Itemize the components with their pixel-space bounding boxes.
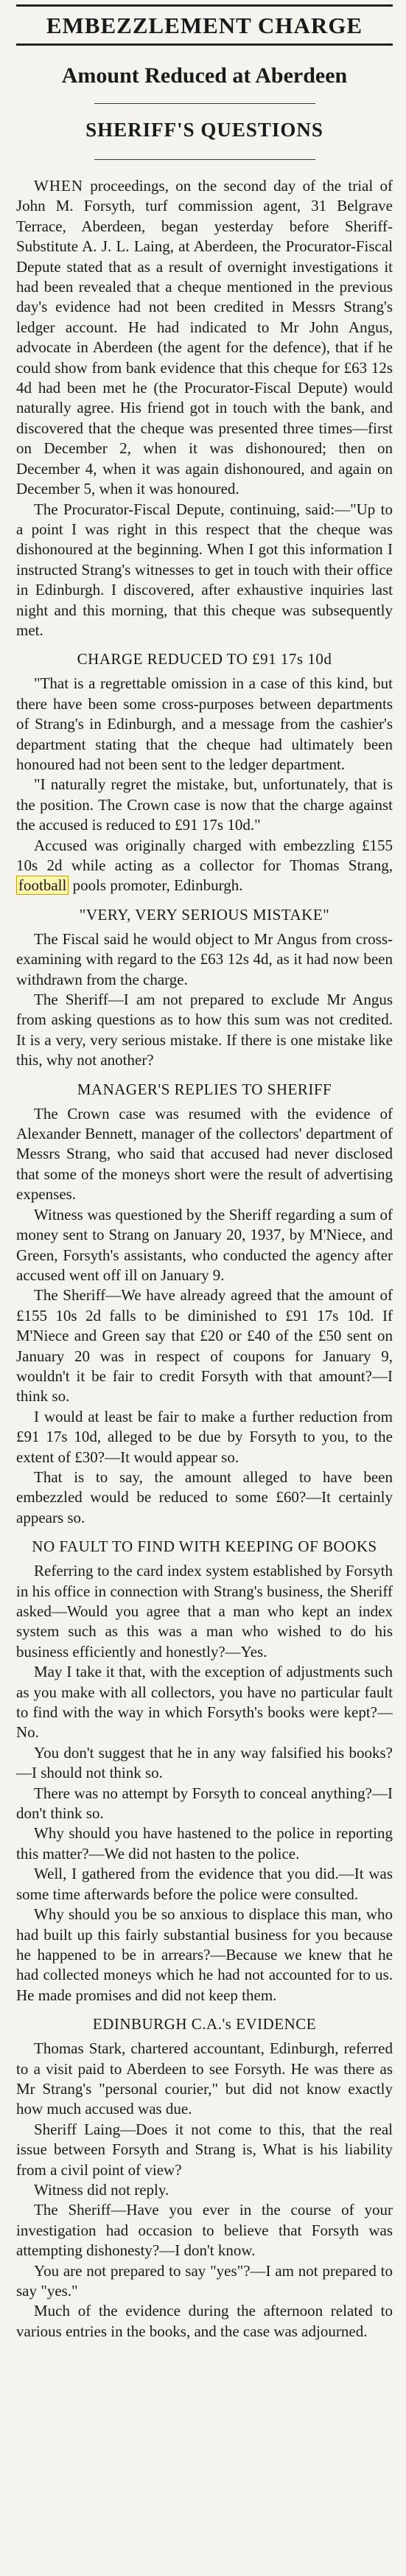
- paragraph: The Fiscal said he would object to Mr Angus from cross-examining with regard to the £63 12s 4d, as it had now been withdrawn from the charge.: [16, 929, 393, 988]
- highlighted-term: football: [16, 876, 69, 895]
- paragraph: Well, I gathered from the evidence that you did.—It was some time afterwards before the police were consulted.: [16, 1865, 393, 1903]
- paragraph: WHEN proceedings, on the second day of the trial of John M. Forsyth, turf commission agent, 31 Belgrave Terrace, Aberdeen, began yesterday before Sheriff-Substitute A. J. L. Laing, at Aberdeen, the Procurator-Fiscal Depute stated that as a result of overnight investigations it had been revealed that a cheque mentioned in the previous day's evidence had not been credited in Messrs Strang's ledger account. He had indicated to Mr John Angus, advocate in Aberdeen (the agent for the defence), that if he could show from bank evidence that this cheque for £63 12s 4d had been met he (the Procurator-Fiscal Depute) would naturally agree. His friend got in touch with the bank, and discovered that the cheque was presented three times—first on December 2, when it was dishonoured; then on December 4, when it was again dishonoured, and again on December 5, when it was honoured.: [16, 177, 393, 498]
- subheading: NO FAULT TO FIND WITH KEEPING OF BOOKS: [32, 1537, 377, 1556]
- paragraph: Why should you have hastened to the police in reporting this matter?—We did not hasten to the police.: [16, 1824, 393, 1863]
- top-rule: [16, 4, 393, 7]
- paragraph: May I take it that, with the exception of adjustments such as you make with all collectors, you have no particular fault to find with the way in which Forsyth's books were kept?—No.: [16, 1663, 393, 1742]
- paragraph: Why should you be so anxious to displace this man, who had built up this fairly substantial business for you because he happened to be in arrears?—Because we knew that he had collected moneys which he had not accounted for to us. He made promises and did not keep them.: [16, 1905, 393, 2004]
- paragraph: Witness did not reply.: [34, 2180, 169, 2199]
- paragraph: Thomas Stark, chartered accountant, Edinburgh, referred to a visit paid to Aberdeen to see Forsyth. He was there as Mr Strang's "personal courier," but did not know exactly how much accused was due.: [16, 2039, 393, 2118]
- lead-word: WHEN: [34, 177, 83, 195]
- paragraph: The Sheriff—Have you ever in the course of your investigation had occasion to believe that Forsyth was attempting dishonesty?—I don't know.: [16, 2201, 393, 2260]
- article-body: [16, 176, 393, 2342]
- subheading: CHARGE REDUCED TO £91 17s 10d: [77, 650, 332, 669]
- headline-rule: [16, 43, 393, 46]
- paragraph: The Sheriff—I am not prepared to exclude Mr Angus from asking questions as to how this sum was not credited. It is a very, very serious mistake. If there is one mistake like this, why not another?: [16, 991, 393, 1069]
- paragraph: You are not prepared to say "yes"?—I am not prepared to say "yes.": [16, 2261, 393, 2300]
- subheadline: Amount Reduced at Aberdeen: [61, 63, 348, 88]
- paragraph: You don't suggest that he in any way falsified his books?—I should not think so.: [16, 1743, 393, 1782]
- section-head: SHERIFF'S QUESTIONS: [85, 119, 323, 141]
- paragraph: I would at least be fair to make a further reduction from £91 17s 10d, alleged to be due by Forsyth to you, to the extent of £30?—It would appear so.: [16, 1407, 393, 1466]
- paragraph: There was no attempt by Forsyth to conceal anything?—I don't think so.: [16, 1784, 393, 1823]
- subheading: EDINBURGH C.A.'s EVIDENCE: [92, 2015, 317, 2034]
- subheading: "VERY, VERY SERIOUS MISTAKE": [79, 905, 330, 924]
- paragraph: Sheriff Laing—Does it not come to this, that the real issue between Forsyth and Strang is, What is his liability from a civil point of view?: [16, 2120, 393, 2179]
- paragraph: The Sheriff—We have already agreed that the amount of £155 10s 2d falls to be diminished to £91 17s 10d. If M'Niece and Green say that £20 or £40 of the £50 sent on January 20 was in respect of coupons for January 9, wouldn't it be fair to credit Forsyth with that amount?—I think so.: [16, 1286, 393, 1406]
- subheading: MANAGER'S REPLIES TO SHERIFF: [77, 1080, 332, 1098]
- headline: EMBEZZLEMENT CHARGE: [46, 13, 363, 38]
- paragraph: "That is a regrettable omission in a case of this kind, but there have been some cross-purposes between departments of Strang's in Edinburgh, and a message from the cashier's department stating that the cheque had ultimately been honoured had not been sent to the ledger department.: [16, 674, 393, 773]
- paragraph: Much of the evidence during the afternoon related to various entries in the books, and the case was adjourned.: [16, 2302, 393, 2340]
- paragraph: "I naturally regret the mistake, but, unfortunately, that is the position. The Crown case is now that the charge against the accused is reduced to £91 17s 10d.": [16, 775, 393, 834]
- paragraph: The Crown case was resumed with the evidence of Alexander Bennett, manager of the collectors' department of Messrs Strang, who said that accused had never disclosed that some of the moneys short were the result of advertising expenses.: [16, 1104, 393, 1204]
- paragraph: Witness was questioned by the Sheriff regarding a sum of money sent to Strang on January 20, 1937, by M'Niece, and Green, Forsyth's assistants, who conducted the agency after accused went off ill on January 9.: [16, 1205, 393, 1284]
- paragraph: Accused was originally charged with embezzling £155 10s 2d while acting as a collector for Thomas Strang, football pools promoter, Edinburgh.: [16, 836, 393, 895]
- divider: [94, 159, 315, 160]
- divider: [94, 103, 315, 104]
- paragraph: That is to say, the amount alleged to have been embezzled would be reduced to some £60?—It certainly appears so.: [16, 1467, 393, 1526]
- paragraph: The Procurator-Fiscal Depute, continuing, said:—"Up to a point I was right in this respect that the cheque was dishonoured at the beginning. When I got this information I instructed Strang's witnesses to get in touch with their office in Edinburgh. I discovered, after exhaustive inquiries last night and this morning, that this cheque was subsequently met.: [16, 500, 393, 639]
- paragraph: Referring to the card index system established by Forsyth in his office in connection with Strang's business, the Sheriff asked—Would you agree that a man who kept an index system such as this was a man who wished to do his business efficiently and honestly?—Yes.: [16, 1562, 393, 1661]
